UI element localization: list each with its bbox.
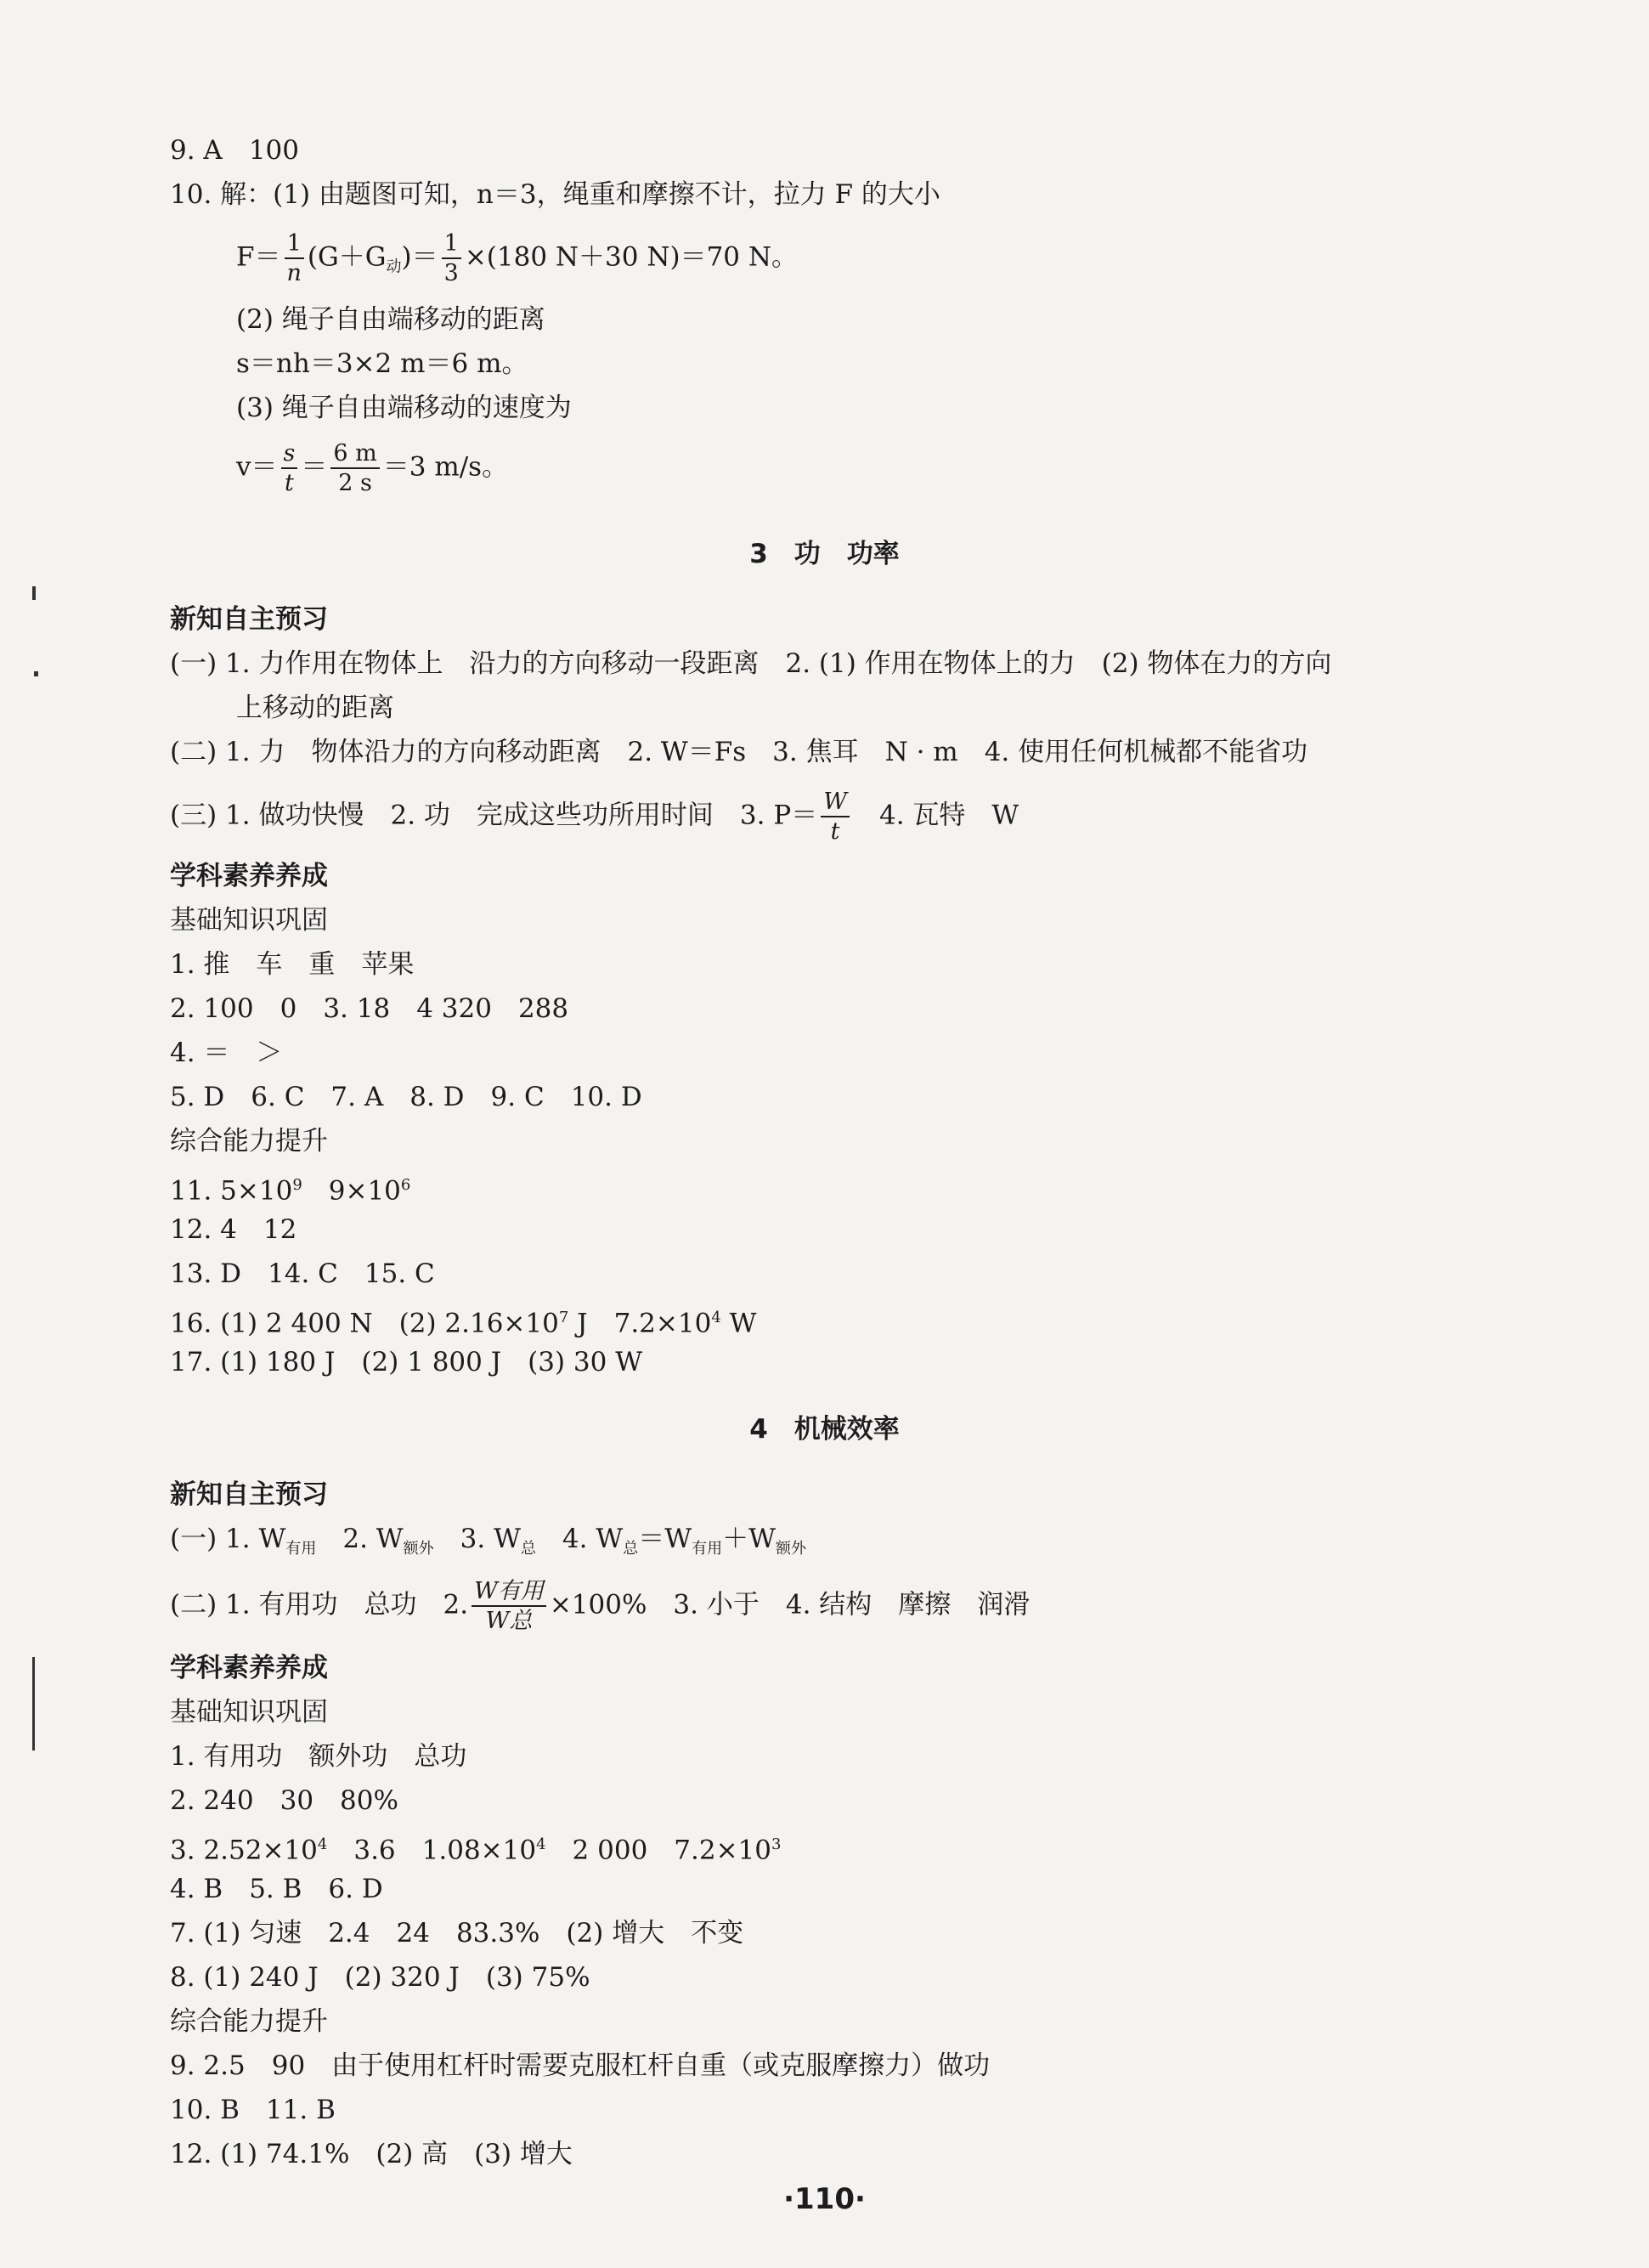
fraction-denominator: t [285, 470, 294, 496]
answer-line [170, 1826, 781, 1869]
superscript: 3 [771, 1835, 782, 1853]
formula-text: ×(180 N＋30 N)＝70 N。 [464, 241, 798, 273]
fraction-numerator: W有用 [472, 1580, 546, 1607]
superscript: 6 [400, 1176, 411, 1194]
fraction-numerator: 6 m [330, 442, 379, 469]
fraction-denominator: n [286, 260, 302, 286]
text-run: 3. W [433, 1524, 521, 1554]
answer-line: 9. A 100 [170, 135, 299, 166]
formula-text: (G＋G [307, 241, 387, 273]
answer-line: (二) 1. 力 物体沿力的方向移动距离 2. W＝Fs 3. 焦耳 N · m 4. 使用任何机械都不能省功 [170, 737, 1308, 767]
answer-line: 10. 解：(1) 由题图可知，n＝3，绳重和摩擦不计，拉力 F 的大小 [170, 179, 940, 210]
page-number: ·110· [783, 2182, 866, 2216]
text-run: ＝W [638, 1524, 692, 1554]
answer-line: (3) 绳子自由端移动的速度为 [236, 393, 572, 423]
formula-line [236, 232, 798, 286]
answer-line: 12. (1) 74.1% (2) 高 (3) 增大 [170, 2139, 573, 2169]
formula-text: ×100% 3. 小于 4. 结构 摩擦 润滑 [549, 1589, 1031, 1620]
text-run: 11. 5×10 [170, 1175, 293, 1207]
text-run: 4. W [535, 1524, 624, 1554]
answer-line: 12. 4 12 [170, 1214, 297, 1245]
fraction [821, 790, 850, 843]
subscript: 有用 [285, 1540, 317, 1558]
scan-mark [32, 1657, 35, 1750]
answer-line: (一) 1. 力作用在物体上 沿力的方向移动一段距离 2. (1) 作用在物体上的力 (2) 物体在力的方向 [170, 648, 1332, 679]
fraction-denominator: 2 s [338, 470, 372, 496]
answer-line: 2. 240 30 80% [170, 1785, 398, 1816]
text-run: (一) 1. W [170, 1524, 286, 1554]
formula-text: )＝ [401, 241, 438, 273]
formula-text: ＝3 m/s。 [382, 451, 509, 483]
formula-text: ＝ [301, 451, 328, 483]
subsection-label: 综合能力提升 [170, 2006, 328, 2037]
superscript: 4 [711, 1309, 721, 1326]
fraction [285, 232, 304, 285]
subscript: 有用 [692, 1540, 723, 1558]
formula-text: v＝ [236, 451, 278, 483]
answer-line: 8. (1) 240 J (2) 320 J (3) 75% [170, 1962, 590, 1993]
answer-line [170, 1520, 806, 1568]
fraction-denominator: W总 [485, 1608, 533, 1634]
text-run: 3. 2.52×10 [170, 1835, 318, 1866]
answer-line: 4. ＝ ＞ [170, 1038, 283, 1068]
answer-line: 4. B 5. B 6. D [170, 1874, 383, 1904]
text-run: 2 000 7.2×10 [545, 1835, 772, 1866]
section-title: 3 功 功率 [749, 539, 900, 569]
scan-mark [32, 586, 36, 600]
formula-text: (三) 1. 做功快慢 2. 功 完成这些功所用时间 3. P＝ [170, 800, 818, 831]
answer-line: 7. (1) 匀速 2.4 24 83.3% (2) 增大 不变 [170, 1918, 744, 1948]
subsection-label: 基础知识巩固 [170, 905, 328, 936]
answer-line: 13. D 14. C 15. C [170, 1258, 435, 1289]
subscript: 总 [520, 1540, 536, 1558]
section-title: 4 机械效率 [749, 1414, 900, 1445]
subscript: 动 [386, 257, 402, 276]
fraction [472, 1580, 546, 1632]
answer-line: 9. 2.5 90 由于使用杠杆时需要克服杠杆自重（或克服摩擦力）做功 [170, 2050, 991, 2081]
text-run: ＋W [722, 1524, 776, 1554]
superscript: 4 [536, 1835, 546, 1853]
fraction-numerator: W [821, 790, 850, 817]
section-heading: 新知自主预习 [170, 1479, 328, 1510]
superscript: 4 [317, 1835, 328, 1853]
subscript: 额外 [775, 1540, 806, 1558]
fraction-numerator: 1 [285, 232, 304, 259]
formula-text: (二) 1. 有用功 总功 2. [170, 1589, 469, 1620]
fraction [330, 442, 379, 495]
subscript: 额外 [403, 1540, 434, 1558]
fraction [281, 442, 298, 495]
fraction-denominator: t [830, 818, 840, 845]
fraction-numerator: 1 [442, 232, 461, 259]
fraction [442, 232, 461, 285]
answer-line: 1. 有用功 额外功 总功 [170, 1741, 467, 1772]
text-run: J 7.2×10 [568, 1308, 712, 1339]
answer-line: 1. 推 车 重 苹果 [170, 949, 415, 980]
answer-line: 17. (1) 180 J (2) 1 800 J (3) 30 W [170, 1347, 643, 1377]
formula-text: 4. 瓦特 W [878, 800, 1019, 831]
text-run: W [720, 1308, 757, 1339]
superscript: 7 [558, 1309, 569, 1326]
answer-line: (2) 绳子自由端移动的距离 [236, 304, 545, 335]
fraction-denominator: 3 [443, 260, 459, 286]
formula-line [170, 790, 1019, 843]
answer-line: 5. D 6. C 7. A 8. D 9. C 10. D [170, 1082, 642, 1112]
text-run: 9×10 [302, 1175, 401, 1207]
subscript: 总 [623, 1540, 639, 1558]
subsection-label: 基础知识巩固 [170, 1697, 328, 1728]
text-run: 2. W [316, 1524, 404, 1554]
section-heading: 新知自主预习 [170, 604, 328, 635]
subsection-label: 综合能力提升 [170, 1126, 328, 1157]
formula-text: F＝ [236, 241, 281, 273]
answer-line [170, 1167, 410, 1209]
superscript: 9 [292, 1176, 302, 1194]
answer-line: 上移动的距离 [236, 693, 394, 723]
section-heading: 学科素养养成 [170, 1653, 328, 1683]
answer-line: s＝nh＝3×2 m＝6 m。 [236, 348, 528, 379]
answer-line: 10. B 11. B [170, 2095, 336, 2125]
answer-line: 2. 100 0 3. 18 4 320 288 [170, 993, 569, 1024]
fraction-numerator: s [281, 442, 298, 469]
text-run: 16. (1) 2 400 N (2) 2.16×10 [170, 1308, 559, 1339]
text-run: 3.6 1.08×10 [327, 1835, 537, 1866]
scan-mark [34, 671, 38, 676]
section-heading: 学科素养养成 [170, 861, 328, 891]
formula-line [170, 1580, 1030, 1632]
answer-line [170, 1299, 757, 1342]
formula-line [236, 442, 508, 495]
